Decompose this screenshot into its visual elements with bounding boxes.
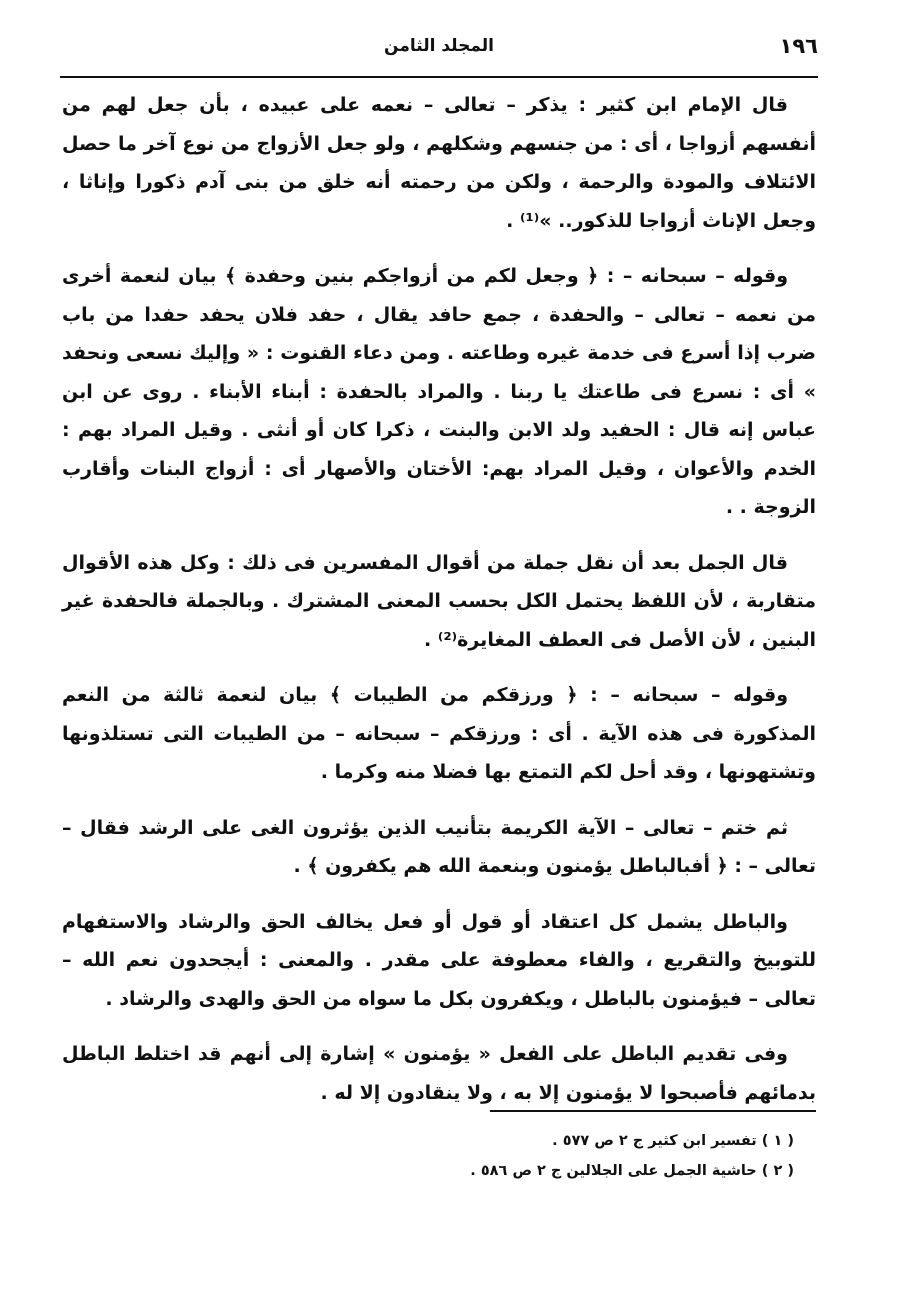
footnotes [62, 1126, 816, 1186]
main-text [62, 86, 816, 1129]
header-divider [60, 76, 818, 78]
paragraph-al-jamal: قال الجمل بعد أن نقل جملة من أقوال المفسرين فى ذلك : وكل هذه الأقوال متقاربة ، لأن اللفظ يحتمل الكل بحسب المعنى المشترك . وبالجملة فالحفدة غير البنين ، لأن الأصل فى العطف المغايرة⁽²⁾ . [62, 551, 816, 651]
paragraph-tayyibat: وقوله – سبحانه – : ﴿ ورزقكم من الطيبات ﴾ بيان لنعمة ثالثة من النعم المذكورة فى هذه الآية . أى : ورزقكم – سبحانه – من الطيبات التى تستلذونها وتشتهونها ، وقد أحل لكم التمتع بها فضلا منه وكرما . [62, 684, 816, 783]
paragraph-taqdim: وفى تقديم الباطل على الفعل « يؤمنون » إشارة إلى أنهم قد اختلط الباطل بدمائهم فأصبحوا لا يؤمنون إلا به ، ولا ينقادون إلا له . [62, 1043, 816, 1104]
paragraph-hafadah: وقوله – سبحانه – : ﴿ وجعل لكم من أزواجكم بنين وحفدة ﴾ بيان لنعمة أخرى من نعمه – تعالى – والحفدة ، جمع حافد يقال ، حفد فلان يحفد حفدا من باب ضرب إذا أسرع فى خدمة غيره وطاعته . ومن دعاء القنوت : « وإليك نسعى ونحفد » أى : نسرع فى طاعتك يا ربنا . والمراد بالحفدة : أبناء الأبناء . روى عن ابن عباس إنه قال : الحفيد ولد الابن والبنت ، ذكرا كان أو أنثى . وقيل المراد بهم : الخدم والأعوان ، وقيل المراد بهم: الأختان والأصهار أى : أزواج البنات وأقارب الزوجة . . [62, 265, 816, 518]
footnote-1: ( ١ ) تفسير ابن كثير ج ٢ ص ٥٧٧ . [552, 1133, 794, 1149]
page-header [60, 28, 818, 68]
paragraph-verse-ending: ثم ختم – تعالى – الآية الكريمة بتأنيب الذين يؤثرون الغى على الرشد فقال – تعالى – : ﴿ أفبالباطل يؤمنون وبنعمة الله هم يكفرون ﴾ . [62, 816, 816, 877]
paragraph-batil: والباطل يشمل كل اعتقاد أو قول أو فعل يخالف الحق والرشاد والاستفهام للتوبيخ والتقريع ، والفاء معطوفة على مقدر . والمعنى : أيجحدون نعم الله – تعالى – فيؤمنون بالباطل ، ويكفرون بكل ما سواه من الحق والهدى والرشاد . [62, 910, 816, 1010]
footnote-divider [490, 1110, 816, 1112]
page-number: ١٩٦ [779, 34, 818, 58]
running-title: المجلد الثامن [384, 36, 494, 56]
footnote-2: ( ٢ ) حاشية الجمل على الجلالين ج ٢ ص ٥٨٦ . [470, 1163, 794, 1179]
paragraph-ibn-kathir-quote: قال الإمام ابن كثير : يذكر – تعالى – نعمه على عبيده ، بأن جعل لهم من أنفسهم أزواجا ، أى : من جنسهم وشكلهم ، ولو جعل الأزواج من نوع آخر ما حصل الائتلاف والمودة والرحمة ، ولكن من رحمته أنه خلق من بنى آدم ذكورا وإناثا ، وجعل الإناث أزواجا للذكور.. »⁽¹⁾ . [62, 94, 816, 232]
